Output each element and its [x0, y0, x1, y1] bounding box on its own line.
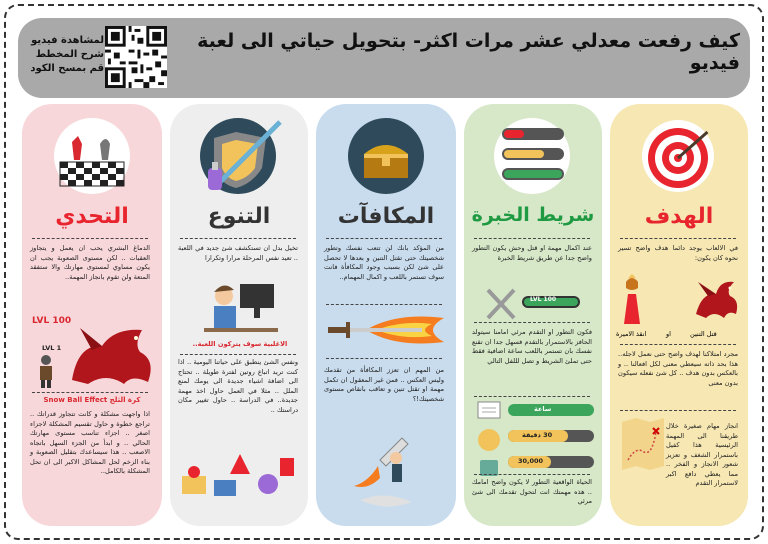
challenge-heading: التحدي	[55, 204, 129, 229]
xp-text-2: فكون التطور او التقدم مرئي امامنا سيتولد الحافز بالاستمرار بالتقدم فسهل جدا ان تقنع نفسك بان تستمر باللعب ساعة اضافية فقط حتى تملئ الشريط و تصل لللفل التالي	[472, 328, 592, 365]
qr-caption-line: شرح المخطط	[35, 49, 104, 60]
map-icon	[620, 416, 666, 472]
variety-text-1: تخيل بدل ان تستكشف شئ جديد في اللعبة .. تعيد نفس المرحلة مرارا وتكرارا	[178, 244, 298, 262]
dragon-icon	[690, 274, 742, 326]
page-title: كيف رفعت معدلي عشر مرات اكثر- بتحويل حياتي الى لعبة فيديو	[197, 30, 740, 74]
goal-heading: الهدف	[644, 204, 714, 229]
xp-heading: شريط الخبرة	[471, 204, 595, 226]
divider	[326, 304, 442, 305]
bar-label-2: 30 دقيقة	[522, 431, 553, 439]
shield-sword-potion-icon	[200, 118, 284, 198]
lvl1-label: LVL 1	[42, 344, 62, 352]
rewards-text-2: من المهم ان تعزز المكافأة من تقدمك وليس العكس .. فمن غير المعقول ان تكمل مهمة او تقتل تنين و تعاقب بانقاص مستوى شخصيتك!؟	[324, 366, 444, 403]
qr-caption-line: لمشاهدة فيديو	[31, 35, 104, 46]
divider	[474, 238, 590, 239]
divider	[620, 410, 736, 411]
column-goal	[610, 104, 748, 526]
bored-gamer-icon	[200, 276, 282, 336]
princess-icon	[618, 274, 646, 326]
column-variety	[170, 104, 308, 526]
divider	[180, 354, 296, 355]
challenge-text-2: اذا واجهت مشكلة و كانت تتجاوز قدراتك .. تراجع خطوة و حاول تقسيم المشكلة لاجزاء اصغر .. اجزاء تناسب مستوى مهارتك الحالي .. و ابدأ من الجزء السهل باتجاه الاصعب .. هذا سيساعدك بتقليل الصعوبة و بناء الزخم لحل المشاكل الاكبر الى ان تحل المشكلة بالكامل..	[30, 410, 150, 475]
bar-label-3: 30,000	[518, 457, 544, 465]
flaming-sword-icon	[326, 310, 446, 350]
caption-or: او	[666, 330, 671, 338]
caption-dragon: قتل التنين	[690, 330, 717, 338]
divider	[474, 322, 590, 323]
variety-callout: الاغلبية سوف يتركون اللعبة..	[192, 340, 288, 348]
caption-princess: انقذ الاميرة	[616, 330, 647, 338]
column-rewards	[316, 104, 456, 526]
divider	[620, 344, 736, 345]
lvl-label: LVL 100	[530, 296, 557, 303]
xp-text-3: الحياة الواقعية التطور لا يكون واضح امامك .. هذه مهمتك انت لتحول تقدمك الى شئ مرئي	[472, 478, 592, 505]
divider	[474, 396, 590, 397]
treasure-chest-icon	[360, 136, 412, 180]
column-xp	[464, 104, 602, 526]
divider	[180, 238, 296, 239]
goal-text-2: مجرد امتلاكنا لهدف واضح حتى نعمل لاجله.. هذا بحد ذاته سيعطي معنى لكل افعالنا .. و بالعكس بدون هدف .. كل شئ نفعله سيكون بدون معنى	[618, 350, 738, 387]
qr-code-icon[interactable]	[105, 26, 167, 88]
goal-text-3: انجاز مهام صغيرة خلال طريقنا الى المهمة الرئيسية هذا كفيل باستمرار الشغف و تعزيز شعور الانجاز و الفخر .. مما يعطي دافع اكبر لاستمرار التقدم	[666, 422, 738, 487]
challenge-text-1: الدماغ البشري يحب ان يعمل و يتجاوز العقبات .. لكن مستوى الصعوبة يجب ان يكون مساوي لمستوى مهارتك والا ستفقد المتعة ولن تقوم بانجاز المهمة..	[30, 244, 150, 281]
column-challenge	[22, 104, 162, 526]
rewards-heading: المكافآت	[337, 204, 435, 229]
knight-icon	[36, 354, 56, 388]
snowball-title: كرة الثلج Snow Ball Effect	[43, 396, 141, 404]
habit-icons	[474, 400, 504, 480]
goal-text-1: في الالعاب يوجد دائما هدف واضح تسير نحوه كان يكون:	[618, 244, 738, 262]
rocket-person-icon	[350, 430, 422, 512]
activities-icons	[180, 450, 298, 506]
divider	[474, 474, 590, 475]
xp-text-1: عند اكمال مهمة او قتل وحش يكون التطور واضح جدا عن طريق شريط الخبرة	[472, 244, 592, 262]
dragon-boss-icon	[62, 324, 158, 388]
rewards-text-1: من المؤكد بانك لن تتعب نفسك وتطور شخصيتك حتى تقتل التنين و بعدها لا تحصل على شئ لكن بسبب وجود المكافأة فانت سوف تستمر باللعب و اكمال المهمام..	[324, 244, 444, 281]
variety-heading: التنوع	[207, 204, 271, 229]
divider	[32, 238, 148, 239]
divider	[620, 238, 736, 239]
bar-label-1: ساعة	[534, 405, 552, 413]
lvl100-label: LVL 100	[32, 316, 72, 326]
variety-text-2: ونفس الشئ ينطبق على حياتنا اليومية .. اذا كنت تريد اتباع روتين لفترة طويلة .. تحتاج الى اضافة اشياء جديدة الى يومك لمنع الملل .. مثلا في العمل حاول اخذ مهمة جديدة.. في الدراسة .. حاول تغيير مكان دراستك ..	[178, 358, 298, 414]
divider	[326, 238, 442, 239]
target-icon	[640, 118, 716, 194]
qr-caption	[22, 34, 104, 76]
divider	[326, 358, 442, 359]
xp-bars-icon	[500, 124, 566, 188]
divider	[32, 392, 148, 393]
qr-caption-line: قم بمسح الكود	[30, 63, 104, 74]
chessboard-icon	[52, 122, 132, 194]
